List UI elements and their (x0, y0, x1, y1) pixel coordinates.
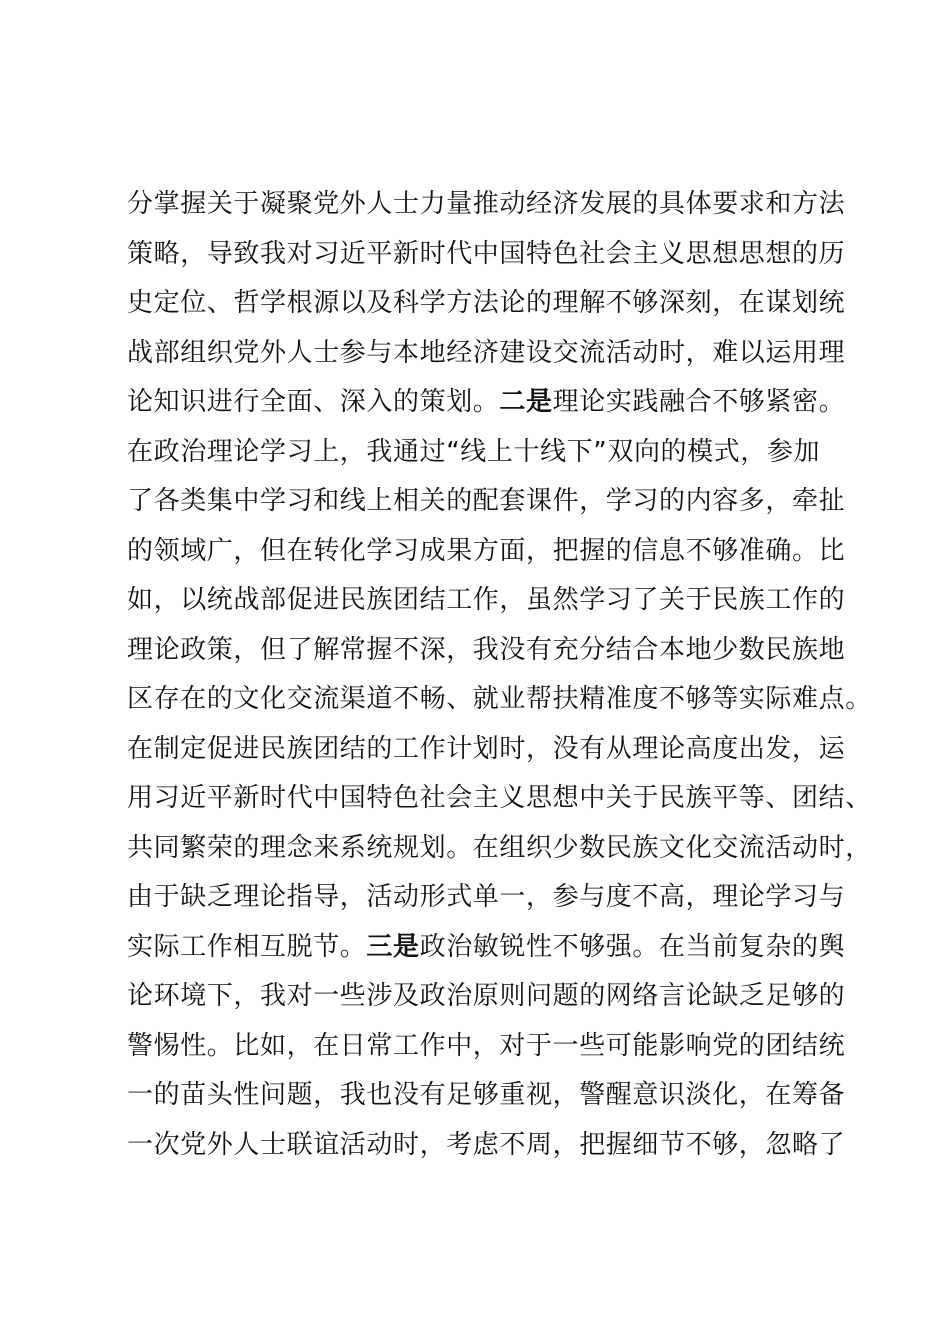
text-line-10: 理论政策，但了解常握不深，我没有充分结合本地少数民族地 (127, 634, 846, 665)
text-line-15: 由于缺乏理论指导，活动形式单一，参与度不高，理论学习与 (127, 882, 846, 912)
text-line-1: 分掌握关于凝聚党外人士力量推动经济发展的具体要求和方法 (127, 189, 846, 219)
text-line-20: 一次党外人士联谊活动时，考虑不周，把握细节不够，忽略了 (127, 1129, 846, 1160)
text-line-16-before: 实际工作相互脱节。 (127, 931, 367, 962)
point-three-marker: 三是 (366, 931, 420, 962)
text-line-5-before: 论知识进行全面、深入的策划。 (127, 387, 500, 417)
text-line-4: 战部组织党外人士参与本地经济建设交流活动时，难以运用理 (127, 337, 846, 368)
text-line-16-after: 政治敏锐性不够强。在当前复杂的舆 (419, 931, 846, 962)
text-line-6: 在政治理论学习上，我通过“线上十线下”双向的模式，参加 (127, 436, 821, 467)
text-line-17: 论环境下，我对一些涉及政治原则问题的网络言论缺乏足够的 (127, 981, 846, 1011)
body-paragraph (127, 180, 872, 1170)
text-line-13: 用习近平新时代中国特色社会主义思想中关于民族平等、团结、 (127, 783, 872, 813)
text-line-8: 的领域广，但在转化学习成果方面，把握的信息不够准确。比 (127, 535, 846, 566)
text-line-2: 策略，导致我对习近平新时代中国特色社会主义思想思想的历 (127, 238, 846, 269)
text-line-3: 史定位、哲学根源以及科学方法论的理解不够深刻，在谋划统 (127, 288, 846, 318)
text-line-5 (127, 378, 857, 428)
text-line-9: 如，以统战部促进民族团结工作，虽然学习了关于民族工作的 (127, 585, 846, 615)
text-line-14: 共同繁荣的理念来系统规划。在组织少数民族文化交流活动时， (127, 832, 872, 863)
text-line-19: 一的苗头性问题，我也没有足够重视，警醒意识淡化，在筹备 (127, 1080, 846, 1110)
text-line-11: 区存在的文化交流渠道不畅、就业帮扶精准度不够等实际难点。 (127, 684, 872, 714)
text-line-5-after: 理论实践融合不够紧密。 (552, 387, 846, 417)
point-two-marker: 二是 (499, 387, 553, 417)
text-line-18: 警惕性。比如，在日常工作中，对于一些可能影响党的团结统 (127, 1030, 846, 1061)
text-line-7: 了各类集中学习和线上相关的配套课件，学习的内容多，牵扯 (127, 486, 846, 516)
text-line-12: 在制定促进民族团结的工作计划时，没有从理论高度出发，运 (127, 733, 846, 764)
text-line-16 (127, 923, 857, 973)
